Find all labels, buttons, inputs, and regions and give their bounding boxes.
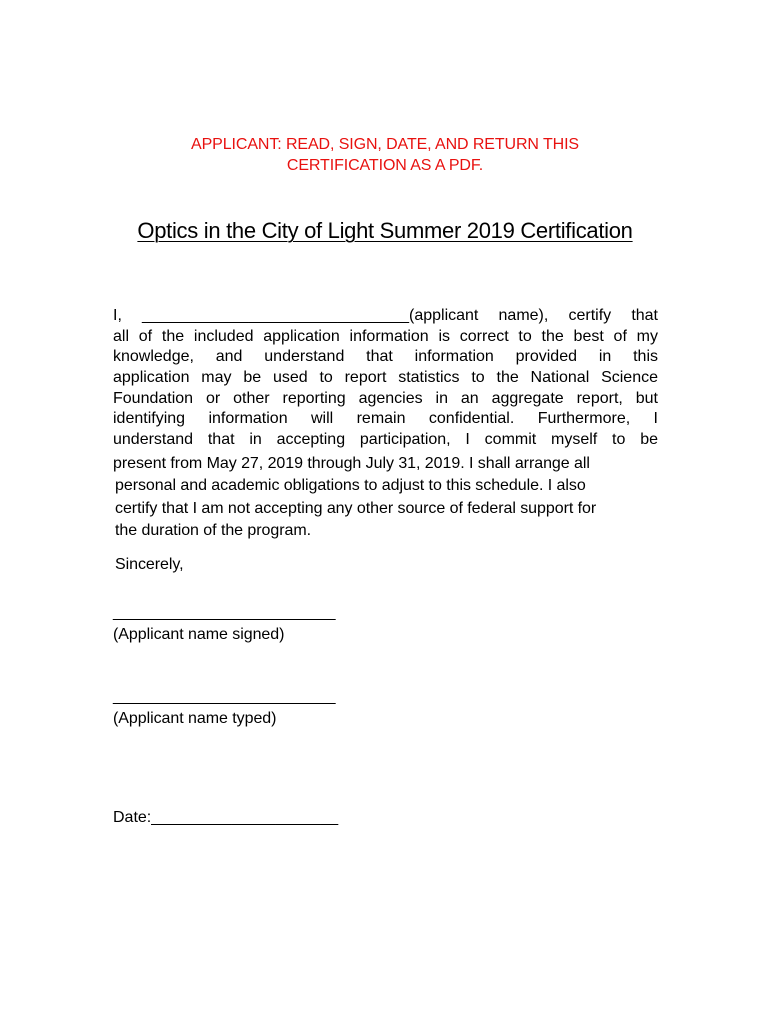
- signature-label: (Applicant name signed): [113, 626, 285, 643]
- salutation: Sincerely,: [115, 556, 184, 573]
- certification-line-7: understand that in accepting participation, I commit myself to be: [113, 431, 658, 448]
- certification-line-4: application may be used to report statistics to the National Science: [113, 369, 658, 386]
- document-title: Optics in the City of Light Summer 2019 Certification: [137, 218, 633, 243]
- certification-line-9: personal and academic obligations to adjust to this schedule. I also: [115, 477, 586, 494]
- date-line: Date:_____________________: [113, 809, 339, 826]
- certification-line-6: identifying information will remain confidential. Furthermore, I: [113, 410, 658, 427]
- typed-name-label: (Applicant name typed): [113, 710, 277, 727]
- certification-line-10: certify that I am not accepting any other source of federal support for: [115, 500, 597, 517]
- certification-line-5: Foundation or other reporting agencies in an aggregate report, but: [113, 390, 658, 407]
- signature-line: _________________________: [113, 604, 336, 621]
- certification-line-8: present from May 27, 2019 through July 31, 2019. I shall arrange all: [113, 455, 590, 472]
- certification-line-3: knowledge, and understand that information provided in this: [113, 348, 658, 365]
- certification-line-2: all of the included application information is correct to the best of my: [113, 328, 658, 345]
- instruction-notice-line-2: CERTIFICATION AS A PDF.: [286, 157, 484, 174]
- instruction-notice-line-1: APPLICANT: READ, SIGN, DATE, AND RETURN THIS: [191, 136, 579, 153]
- typed-name-line: _________________________: [113, 688, 336, 705]
- certification-line-1: I, ______________________________(applicant name), certify that: [113, 307, 658, 324]
- certification-line-11: the duration of the program.: [115, 522, 312, 539]
